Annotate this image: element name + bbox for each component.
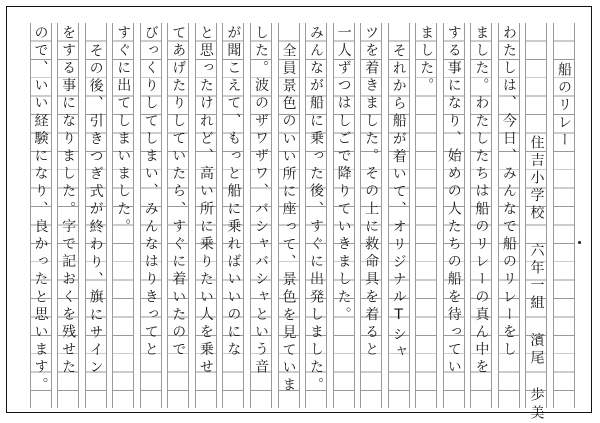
author-column <box>525 23 547 423</box>
essay-line: みんなが船に乗った後、すぐに出発しました。 <box>308 25 325 395</box>
essay-line: ツを着きました。その上に救命具を着ると <box>363 25 380 360</box>
essay-title: 船のリレー <box>556 61 572 150</box>
essay-line: が聞こえて、もっと船に乗ればいいのにな <box>225 25 242 360</box>
text-column <box>498 23 520 408</box>
essay-line: すぐに出てしまいました。 <box>115 25 132 237</box>
author-line: 住吉小学校 六年一組 濱尾 歩美 <box>528 135 545 423</box>
text-column <box>415 23 437 408</box>
essay-line: をする事になりました。字で記おくを残せた <box>60 25 77 377</box>
essay-line: 全員景色のいい所に座って、景色を見ていま <box>280 43 297 396</box>
text-column <box>195 23 217 408</box>
text-column <box>305 23 327 408</box>
essay-line: 一人ずつはしごで降りていきました。 <box>335 25 352 325</box>
essay-line: それから船が着いて、オリジナルTシャ <box>390 43 407 363</box>
text-column <box>57 23 79 408</box>
text-column <box>222 23 244 408</box>
essay-line: びっくりしてしまい、みんなはりきってと <box>142 25 159 360</box>
text-column <box>112 23 134 408</box>
text-column <box>140 23 162 408</box>
essay-line: ました。 <box>418 25 435 96</box>
essay-line: その後、引きつぎ式が終わり、旗にサイン <box>87 43 104 378</box>
stray-mark <box>578 241 581 244</box>
essay-line: する事になり、始めの人たちの船を待ってい <box>445 25 462 377</box>
essay-line: てあげたりしていたら、すぐに着いたので <box>170 25 187 360</box>
text-column <box>470 23 492 408</box>
title-column <box>553 23 575 408</box>
text-column <box>333 23 355 408</box>
text-column <box>278 23 300 408</box>
text-column <box>443 23 465 408</box>
text-column <box>360 23 382 408</box>
text-column <box>250 23 272 408</box>
text-column <box>388 23 410 408</box>
text-column <box>167 23 189 408</box>
essay-line: した。波のザワザワ、バシャバシャという音 <box>252 25 269 377</box>
text-column <box>30 23 52 408</box>
essay-line: ので、いい経験になり、良かったと思います。 <box>32 25 49 395</box>
essay-line: ました。わたしたちは船のリレーの真ん中を <box>473 25 490 377</box>
essay-line: と思ったけれど、高い所に乗りたい人を乗せ <box>197 25 214 377</box>
text-column <box>85 23 107 408</box>
manuscript-sheet <box>9 9 591 423</box>
essay-line: わたしは、今日、みんなで船のリレーをし <box>500 25 517 360</box>
